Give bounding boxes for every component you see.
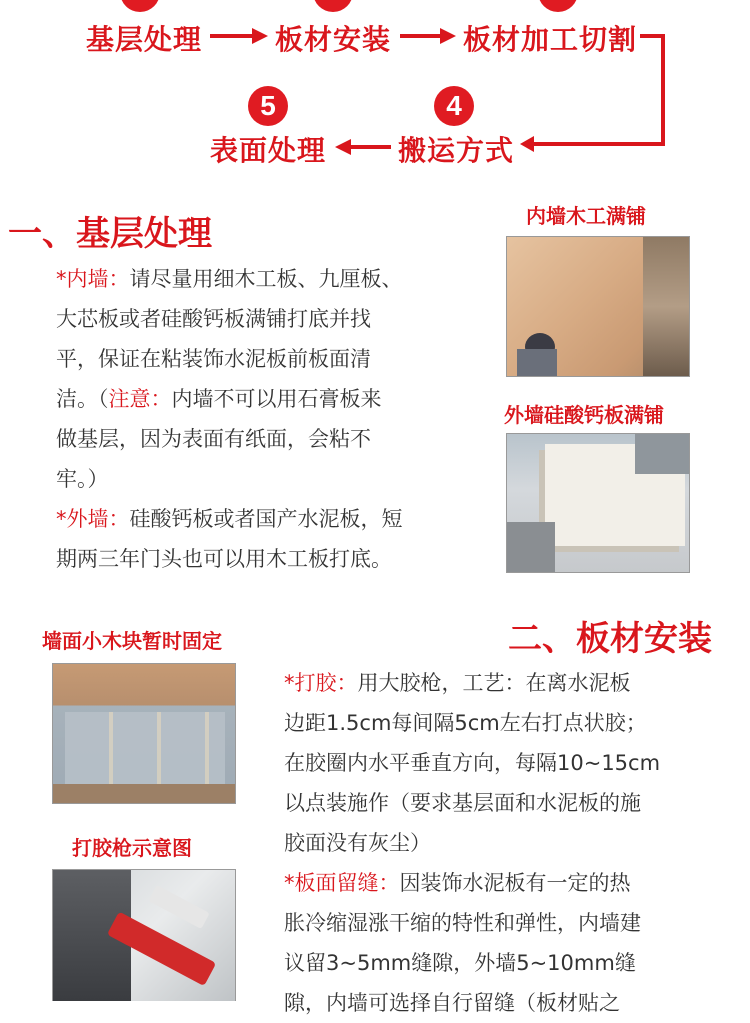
inner-wall-text: 做基层，因为表面有纸面，会粘不	[56, 427, 371, 451]
step3-number-badge	[538, 0, 578, 12]
glue-text: 用大胶枪，工艺：在离水泥板	[357, 671, 631, 695]
step5-number-badge: 5	[248, 86, 288, 126]
arrow-right-icon	[400, 26, 456, 46]
glue-text: 在胶圈内水平垂直方向，每隔10~15cm	[284, 751, 661, 775]
inner-wall-wood-photo	[506, 236, 690, 377]
glue-text: 边距1.5cm每间隔5cm左右打点状胶；	[284, 711, 647, 735]
image-caption: 内墙木工满铺	[526, 204, 646, 228]
gap-label: *板面留缝：	[284, 871, 400, 895]
step3-label: 板材加工切割	[463, 23, 638, 56]
gap-text: 胀冷缩湿涨干缩的特性和弹性，内墙建	[284, 911, 641, 935]
image-caption: 墙面小木块暂时固定	[42, 629, 222, 653]
step2-label: 板材安装	[275, 23, 392, 56]
image-caption: 外墙硅酸钙板满铺	[504, 403, 664, 427]
step1-number-badge	[120, 0, 160, 12]
inner-wall-text: 请尽量用细木工板、九厘板、	[129, 267, 403, 291]
inner-wall-text: 洁。（	[56, 387, 109, 411]
outer-wall-silicate-photo	[506, 433, 690, 573]
gap-text: 隙，内墙可选择自行留缝（板材贴之	[284, 991, 620, 1015]
outer-wall-text: 期两三年门头也可以用木工板打底。	[56, 547, 392, 571]
section2-body	[284, 663, 724, 1023]
inner-wall-label: *内墙：	[56, 267, 130, 291]
inner-wall-text: 内墙不可以用石膏板来	[171, 387, 382, 411]
glue-label: *打胶：	[284, 671, 358, 695]
section1-body	[56, 259, 466, 579]
step1-label: 基层处理	[86, 23, 203, 56]
process-flow	[0, 0, 750, 175]
section2-title: 二、板材安装	[508, 619, 712, 659]
glue-text: 胶面没有灰尘）	[284, 831, 431, 855]
inner-wall-text: 平，保证在粘装饰水泥板前板面清	[56, 347, 371, 371]
step4-label: 搬运方式	[398, 134, 515, 167]
inner-wall-text: 大芯板或者硅酸钙板满铺打底并找	[56, 307, 371, 331]
image-caption: 打胶枪示意图	[72, 836, 192, 860]
gap-text: 因装饰水泥板有一定的热	[399, 871, 631, 895]
glue-text: 以点装施作（要求基层面和水泥板的施	[284, 791, 641, 815]
step4-number-badge: 4	[434, 86, 474, 126]
section1-title: 一、基层处理	[8, 214, 212, 254]
step2-number-badge	[313, 0, 353, 12]
inner-wall-text: 牢。）	[56, 467, 109, 491]
glue-gun-photo	[52, 869, 236, 1001]
wood-block-fixing-photo	[52, 663, 236, 804]
outer-wall-text: 硅酸钙板或者国产水泥板，短	[129, 507, 403, 531]
connector-arrow-icon	[520, 28, 670, 158]
note-label: 注意：	[108, 387, 172, 411]
arrow-right-icon	[210, 26, 268, 46]
gap-text: 议留3~5mm缝隙，外墙5~10mm缝	[284, 951, 636, 975]
arrow-left-icon	[335, 137, 391, 157]
outer-wall-label: *外墙：	[56, 507, 130, 531]
step5-label: 表面处理	[210, 134, 327, 167]
